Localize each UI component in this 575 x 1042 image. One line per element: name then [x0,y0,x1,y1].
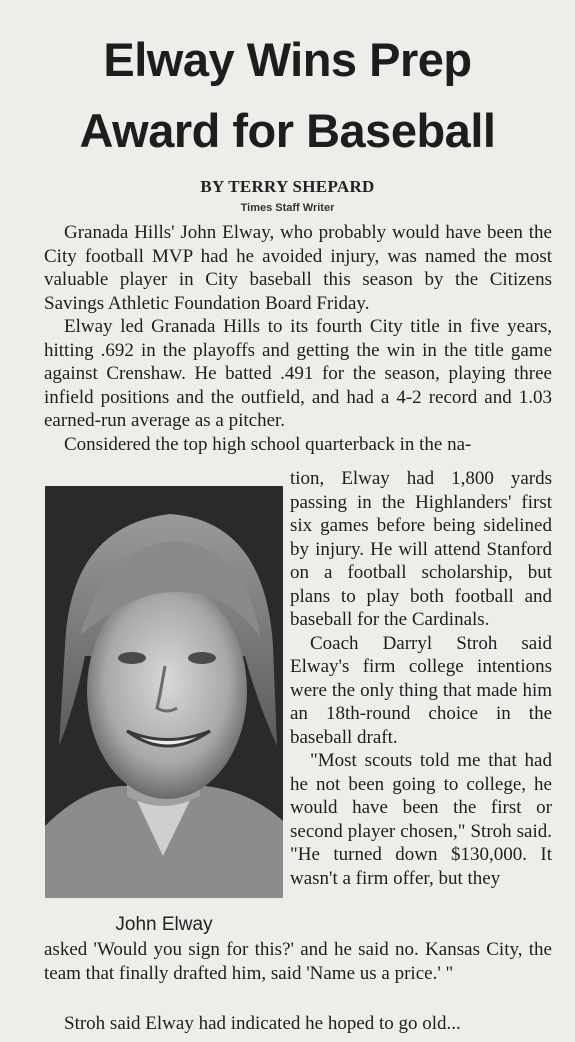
headline-line-2: Award for Baseball [79,104,496,157]
paragraph-2: Elway led Granada Hills to its fourth City title in five years, hitting .692 in the playoffs and getting the win in the title game against Crenshaw. He batted .491 for the season, playing three infield positions and the outfield, and had a 4-2 record and 1.03 earned-run average as a pitcher. [44,316,552,431]
article-body-bottom [44,938,552,985]
portrait-image [45,486,283,898]
headline-line-1: Elway Wins Prep [103,33,472,86]
staff-writer-label: Times Staff Writer [240,202,335,214]
cut-off-line [44,1012,552,1042]
paragraph-6-fragment: Stroh said Elway had indicated he hoped to go old... [64,1013,461,1034]
photo-caption: John Elway [115,914,213,935]
john-elway-photo [45,486,283,898]
article-body-top [44,221,552,456]
paragraph-3-rest: tion, Elway had 1,800 yards passing in the Highlanders' first six games before being sidelined by injury. He will attend Stanford on a football scholarship, but plans to play both football and baseball for the Cardinals. [290,468,552,630]
paragraph-5-end: asked 'Would you sign for this?' and he said no. Kansas City, the team that finally drafted him, said 'Name us a price.' " [44,939,552,984]
paragraph-4: Coach Darryl Stroh said Elway's firm college intentions were the only thing that made him an 18th-round choice in the baseball draft. [290,632,552,748]
paragraph-5-start: "Most scouts told me that had he not been going to college, he would have been the first or second player chosen," Stroh said. "He turned down $130,000. It wasn't a firm offer, but they [290,750,552,889]
paragraph-1: Granada Hills' John Elway, who probably would have been the City football MVP had he avoided injury, was named the most valuable player in City baseball this season by the Citizens Savings Athletic Foundation Board Friday. [44,222,552,314]
paragraph-3-lead: Considered the top high school quarterback in the na- [64,433,472,455]
byline: BY TERRY SHEPARD [200,177,375,196]
article-body-right-column [290,467,552,890]
